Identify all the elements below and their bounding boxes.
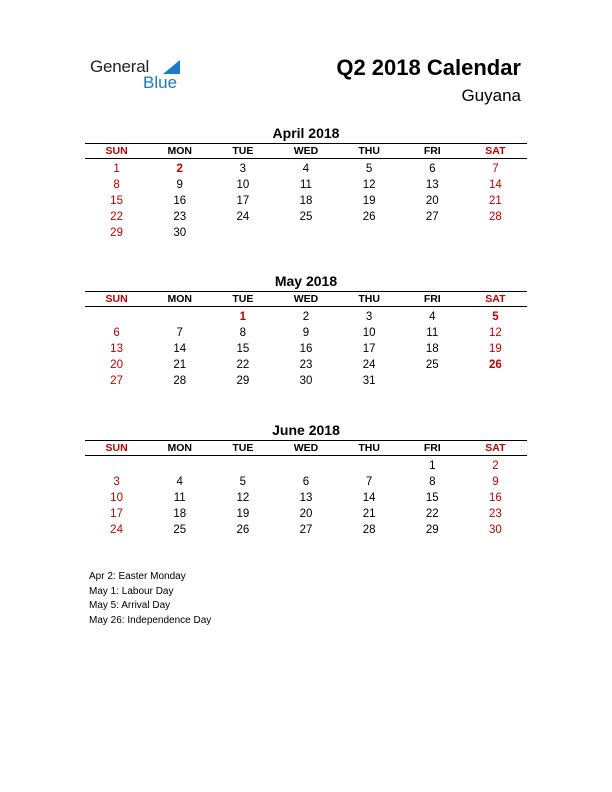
weekday-label: FRI <box>423 442 441 454</box>
weekday-label: FRI <box>423 145 441 157</box>
month-title: May 2018 <box>274 273 338 289</box>
empty-day-cell <box>274 225 337 241</box>
day-cell: 21 <box>489 195 502 207</box>
day-cell: 5 <box>492 311 499 323</box>
weekday-label: WED <box>293 293 319 305</box>
day-cell: 24 <box>110 524 123 536</box>
day-cell: 16 <box>299 343 313 355</box>
empty-day-cell <box>211 225 274 241</box>
day-cell: 7 <box>365 476 373 488</box>
day-cell: 8 <box>239 327 247 339</box>
day-cell: 10 <box>362 327 376 339</box>
holiday-item: May 26: Independence Day <box>89 614 212 626</box>
empty-day-cell <box>464 225 527 241</box>
day-cell: 9 <box>302 327 310 339</box>
weekday-label: MON <box>167 145 192 157</box>
day-cell: 10 <box>236 179 250 191</box>
day-cell: 22 <box>236 359 250 371</box>
day-cell: 6 <box>302 476 310 488</box>
month-calendar-april <box>85 124 527 241</box>
day-cell: 23 <box>299 359 313 371</box>
day-cell: 24 <box>236 211 250 223</box>
weekday-header <box>85 292 527 306</box>
weekday-label: SUN <box>105 442 128 454</box>
day-cell: 12 <box>362 179 376 191</box>
day-cell: 14 <box>362 492 376 504</box>
day-cell: 3 <box>113 476 120 488</box>
day-cell: 28 <box>173 375 187 387</box>
day-cell: 16 <box>173 195 187 207</box>
day-cell: 17 <box>236 195 250 207</box>
day-cell: 4 <box>429 311 436 323</box>
day-cell: 20 <box>425 195 439 207</box>
day-cell: 7 <box>492 163 499 175</box>
empty-day-cell <box>401 225 464 241</box>
weekday-label: SUN <box>105 293 128 305</box>
weekday-divider <box>85 306 527 307</box>
day-cell: 2 <box>302 311 310 323</box>
empty-day-cell <box>401 373 464 389</box>
empty-day-cell <box>338 458 401 474</box>
holiday-list <box>89 570 211 628</box>
day-cell: 11 <box>300 179 312 191</box>
weekday-label: THU <box>358 442 380 454</box>
day-cell: 31 <box>362 375 376 387</box>
day-cell: 8 <box>113 179 120 191</box>
empty-day-cell <box>274 458 337 474</box>
day-cell: 18 <box>173 508 187 520</box>
empty-day-cell <box>85 458 148 474</box>
day-cell: 30 <box>173 227 187 239</box>
generalblue-logo <box>90 57 190 93</box>
day-cell: 5 <box>365 163 373 175</box>
day-grid <box>85 458 527 538</box>
day-cell: 10 <box>110 492 123 504</box>
weekday-divider <box>85 455 527 456</box>
month-title: June 2018 <box>272 422 340 438</box>
day-cell: 1 <box>429 460 436 472</box>
weekday-label: TUE <box>232 442 254 454</box>
empty-day-cell <box>338 225 401 241</box>
holiday-item: May 5: Arrival Day <box>89 600 171 611</box>
day-cell: 14 <box>489 179 502 191</box>
day-cell: 25 <box>299 211 313 223</box>
weekday-label: THU <box>358 293 380 305</box>
day-cell: 26 <box>362 211 376 223</box>
day-cell: 17 <box>110 508 123 520</box>
day-cell: 13 <box>425 179 439 191</box>
day-cell: 25 <box>425 359 439 371</box>
weekday-label: THU <box>358 145 380 157</box>
logo-triangle-icon <box>163 60 180 74</box>
day-cell: 16 <box>489 492 502 504</box>
weekday-label: MON <box>167 293 192 305</box>
day-cell: 27 <box>299 524 313 536</box>
day-cell: 17 <box>362 343 376 355</box>
day-cell: 19 <box>236 508 250 520</box>
weekday-label: WED <box>293 145 319 157</box>
day-cell: 20 <box>110 359 123 371</box>
day-cell: 15 <box>236 343 250 355</box>
day-cell: 23 <box>489 508 502 520</box>
day-cell: 28 <box>489 211 502 223</box>
empty-day-cell <box>85 309 148 325</box>
day-cell: 4 <box>176 476 183 488</box>
holiday-item: Apr 2: Easter Monday <box>89 571 186 582</box>
weekday-header <box>85 441 527 455</box>
day-cell: 22 <box>110 211 123 223</box>
day-cell: 4 <box>302 163 310 175</box>
day-grid <box>85 161 527 241</box>
day-cell: 29 <box>110 227 123 239</box>
weekday-label: SAT <box>485 293 506 305</box>
day-cell: 1 <box>113 163 120 175</box>
day-cell: 13 <box>110 343 123 355</box>
day-cell: 23 <box>173 211 187 223</box>
weekday-header <box>85 144 527 158</box>
day-cell: 20 <box>299 508 313 520</box>
day-cell: 30 <box>489 524 502 536</box>
day-cell: 30 <box>299 375 313 387</box>
empty-day-cell <box>148 309 211 325</box>
holiday-item: May 1: Labour Day <box>89 585 174 597</box>
weekday-divider <box>85 158 527 159</box>
day-cell: 21 <box>362 508 376 520</box>
month-calendar-june <box>85 421 527 538</box>
weekday-label: TUE <box>232 145 254 157</box>
day-cell: 15 <box>110 195 123 207</box>
day-cell: 13 <box>299 492 313 504</box>
weekday-label: TUE <box>232 293 254 305</box>
logo-text-general: General <box>90 57 150 76</box>
weekday-label: SAT <box>485 145 506 157</box>
day-cell: 11 <box>173 492 186 504</box>
month-calendar-may <box>85 272 527 389</box>
weekday-label: FRI <box>423 293 441 305</box>
day-cell: 11 <box>426 327 439 339</box>
day-cell: 3 <box>365 311 373 323</box>
day-cell: 29 <box>425 524 439 536</box>
day-cell: 25 <box>173 524 187 536</box>
day-cell: 26 <box>236 524 250 536</box>
day-cell: 15 <box>425 492 439 504</box>
day-cell: 3 <box>239 163 247 175</box>
day-cell: 8 <box>429 476 436 488</box>
empty-day-cell <box>211 458 274 474</box>
day-cell: 27 <box>425 211 439 223</box>
weekday-label: WED <box>293 442 319 454</box>
day-cell: 27 <box>110 375 123 387</box>
day-cell: 24 <box>362 359 376 371</box>
month-title: April 2018 <box>272 125 340 141</box>
day-cell: 6 <box>429 163 436 175</box>
day-cell: 7 <box>176 327 183 339</box>
day-cell: 21 <box>173 359 187 371</box>
day-cell: 29 <box>236 375 250 387</box>
day-cell: 6 <box>113 327 120 339</box>
day-cell: 14 <box>173 343 187 355</box>
weekday-label: SAT <box>485 442 506 454</box>
day-cell: 12 <box>489 327 502 339</box>
day-cell: 12 <box>236 492 250 504</box>
day-cell: 22 <box>425 508 439 520</box>
day-cell: 1 <box>239 311 247 323</box>
day-cell: 9 <box>176 179 183 191</box>
day-cell: 19 <box>489 343 502 355</box>
empty-day-cell <box>464 373 527 389</box>
weekday-label: SUN <box>105 145 128 157</box>
page-title: Q2 2018 Calendar <box>336 55 521 80</box>
day-grid <box>85 309 527 389</box>
day-cell: 19 <box>362 195 376 207</box>
day-cell: 2 <box>492 460 499 472</box>
weekday-label: MON <box>167 442 192 454</box>
day-cell: 2 <box>176 163 183 175</box>
empty-day-cell <box>148 458 211 474</box>
day-cell: 26 <box>489 359 502 371</box>
day-cell: 18 <box>299 195 313 207</box>
day-cell: 28 <box>362 524 376 536</box>
day-cell: 9 <box>492 476 499 488</box>
country-subtitle: Guyana <box>461 86 521 105</box>
day-cell: 5 <box>239 476 247 488</box>
day-cell: 18 <box>425 343 439 355</box>
logo-text-blue: Blue <box>143 73 178 92</box>
